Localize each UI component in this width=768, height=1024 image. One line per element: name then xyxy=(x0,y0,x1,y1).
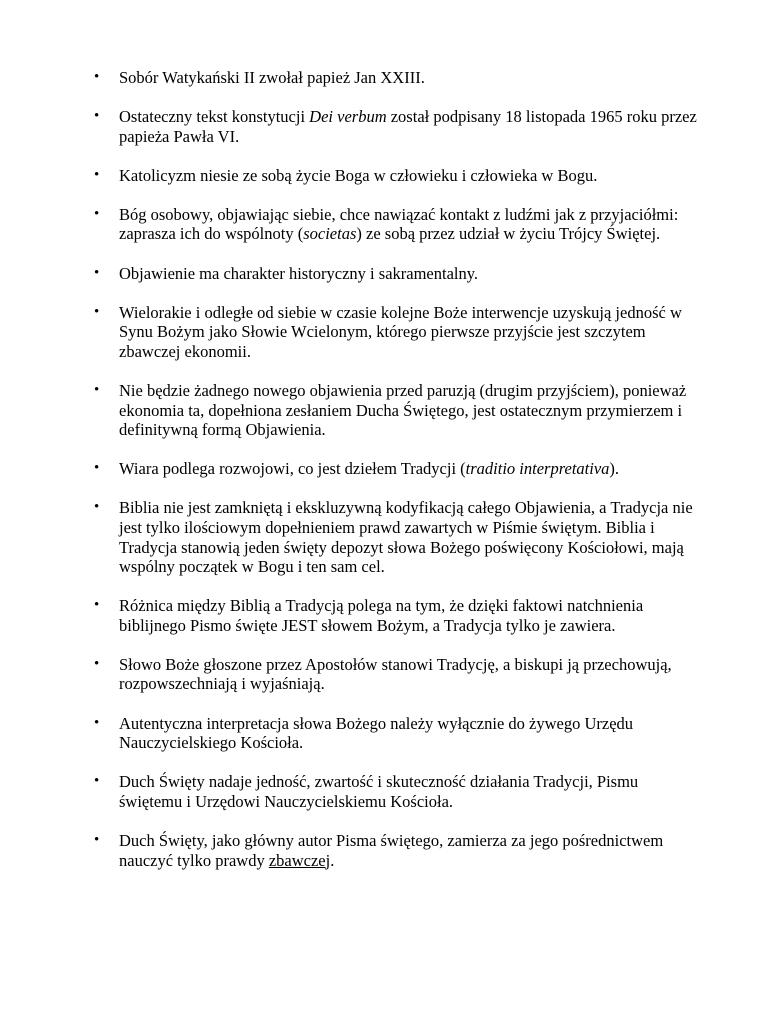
bullet-text xyxy=(119,498,704,576)
text-segment: został podpisany 18 listopada 1965 roku przez papieża Pawła VI. xyxy=(119,107,697,146)
list-item xyxy=(94,264,704,284)
text-segment: ). xyxy=(609,459,620,479)
italic-term: traditio interpretativa xyxy=(465,459,610,479)
text-segment: Bóg osobowy, objawiając siebie, chce nawiązać kontakt z ludźmi jak z przyjaciółmi: zaprasza ich do wspólnoty ( xyxy=(119,204,679,244)
list-item xyxy=(94,107,704,146)
bullet-icon: • xyxy=(94,69,100,85)
bullet-icon: • xyxy=(94,264,100,281)
bullet-text xyxy=(119,205,704,244)
text-segment: Sobór Watykański II zwołał papież Jan XXIII. xyxy=(119,68,425,87)
list-item xyxy=(94,498,704,576)
bullet-text xyxy=(119,831,704,870)
bullet-text xyxy=(119,714,704,753)
bullet-list xyxy=(94,68,704,890)
bullet-text xyxy=(119,655,704,694)
bullet-text xyxy=(119,772,704,811)
text-segment: Wielorakie i odległe od siebie w czasie kolejne Boże interwencje uzyskują jedność w Synu Bożym jako Słowie Wcielonym, którego pierwsze przyjście jest szczytem zbawczej ekonomii. xyxy=(119,302,682,361)
list-item xyxy=(94,655,704,694)
text-segment: Autentyczna interpretacja słowa Bożego należy wyłącznie do żywego Urzędu Nauczycielskiego Kościoła. xyxy=(119,713,634,753)
bullet-text xyxy=(119,381,704,440)
bullet-text xyxy=(119,107,704,146)
list-item xyxy=(94,772,704,811)
underlined-term: zbawczej xyxy=(268,850,331,870)
list-item xyxy=(94,459,704,479)
list-item xyxy=(94,166,704,186)
bullet-icon: • xyxy=(94,108,100,125)
text-segment: Różnica między Biblią a Tradycją polega na tym, że dzięki faktowi natchnienia biblijnego Pismo święte JEST słowem Bożym, a Tradycja tylko je zawiera. xyxy=(119,596,644,635)
text-segment: Słowo Boże głoszone przez Apostołów stanowi Tradycję, a biskupi ją przechowują, rozpowszechniają i wyjaśniają. xyxy=(119,654,672,694)
list-item xyxy=(94,205,704,244)
bullet-text xyxy=(119,596,704,635)
bullet-text xyxy=(119,303,704,362)
text-segment: Biblia nie jest zamkniętą i ekskluzywną kodyfikacją całego Objawienia, a Tradycja nie jest tylko ilościowym dopełnieniem prawd zawartych w Piśmie świętym. Biblia i Tradycja stanowią jeden święty depozyt słowa Bożego poświęcony Kościołowi, mają wspólny początek w Bogu i ten sam cel. xyxy=(119,498,693,577)
bullet-text xyxy=(119,68,704,88)
text-segment: Duch Święty nadaje jedność, zwartość i skuteczność działania Tradycji, Pismu świętemu i Urzędowi Nauczycielskiemu Kościoła. xyxy=(119,772,639,811)
bullet-text xyxy=(119,166,704,186)
text-segment: Duch Święty, jako główny autor Pisma świętego, zamierza za jego pośrednictwem nauczyć tylko prawdy xyxy=(119,830,664,870)
bullet-text xyxy=(119,264,704,284)
text-segment: Objawienie ma charakter historyczny i sakramentalny. xyxy=(119,263,479,283)
list-item xyxy=(94,596,704,635)
list-item xyxy=(94,714,704,753)
bullet-icon: • xyxy=(94,303,100,320)
bullet-icon: • xyxy=(94,597,100,614)
italic-term: Dei verbum xyxy=(309,107,387,127)
italic-term: societas xyxy=(303,224,357,244)
bullet-icon: • xyxy=(94,460,100,477)
text-segment: Wiara podlega rozwojowi, co jest dziełem Tradycji ( xyxy=(119,459,466,479)
bullet-icon: • xyxy=(94,714,100,731)
text-segment: ) ze sobą przez udział w życiu Trójcy Świętej. xyxy=(356,224,661,244)
bullet-icon: • xyxy=(94,205,100,222)
bullet-icon: • xyxy=(94,166,100,183)
list-item xyxy=(94,303,704,362)
bullet-text xyxy=(119,459,704,479)
text-segment: Nie będzie żadnego nowego objawienia przed paruzją (drugim przyjściem), ponieważ ekonomia ta, dopełniona zesłaniem Ducha Świętego, jest ostatecznym przymierzem i definitywną formą Objawienia. xyxy=(119,380,687,440)
bullet-icon: • xyxy=(94,773,100,790)
list-item xyxy=(94,68,704,88)
bullet-icon: • xyxy=(94,499,100,516)
text-segment: . xyxy=(330,850,335,870)
list-item xyxy=(94,381,704,440)
bullet-icon: • xyxy=(94,381,100,398)
text-segment: Ostateczny tekst konstytucji xyxy=(119,107,310,127)
bullet-icon: • xyxy=(94,831,100,848)
bullet-icon: • xyxy=(94,655,100,672)
text-segment: Katolicyzm niesie ze sobą życie Boga w człowieku i człowieka w Bogu. xyxy=(119,165,598,185)
list-item xyxy=(94,831,704,870)
